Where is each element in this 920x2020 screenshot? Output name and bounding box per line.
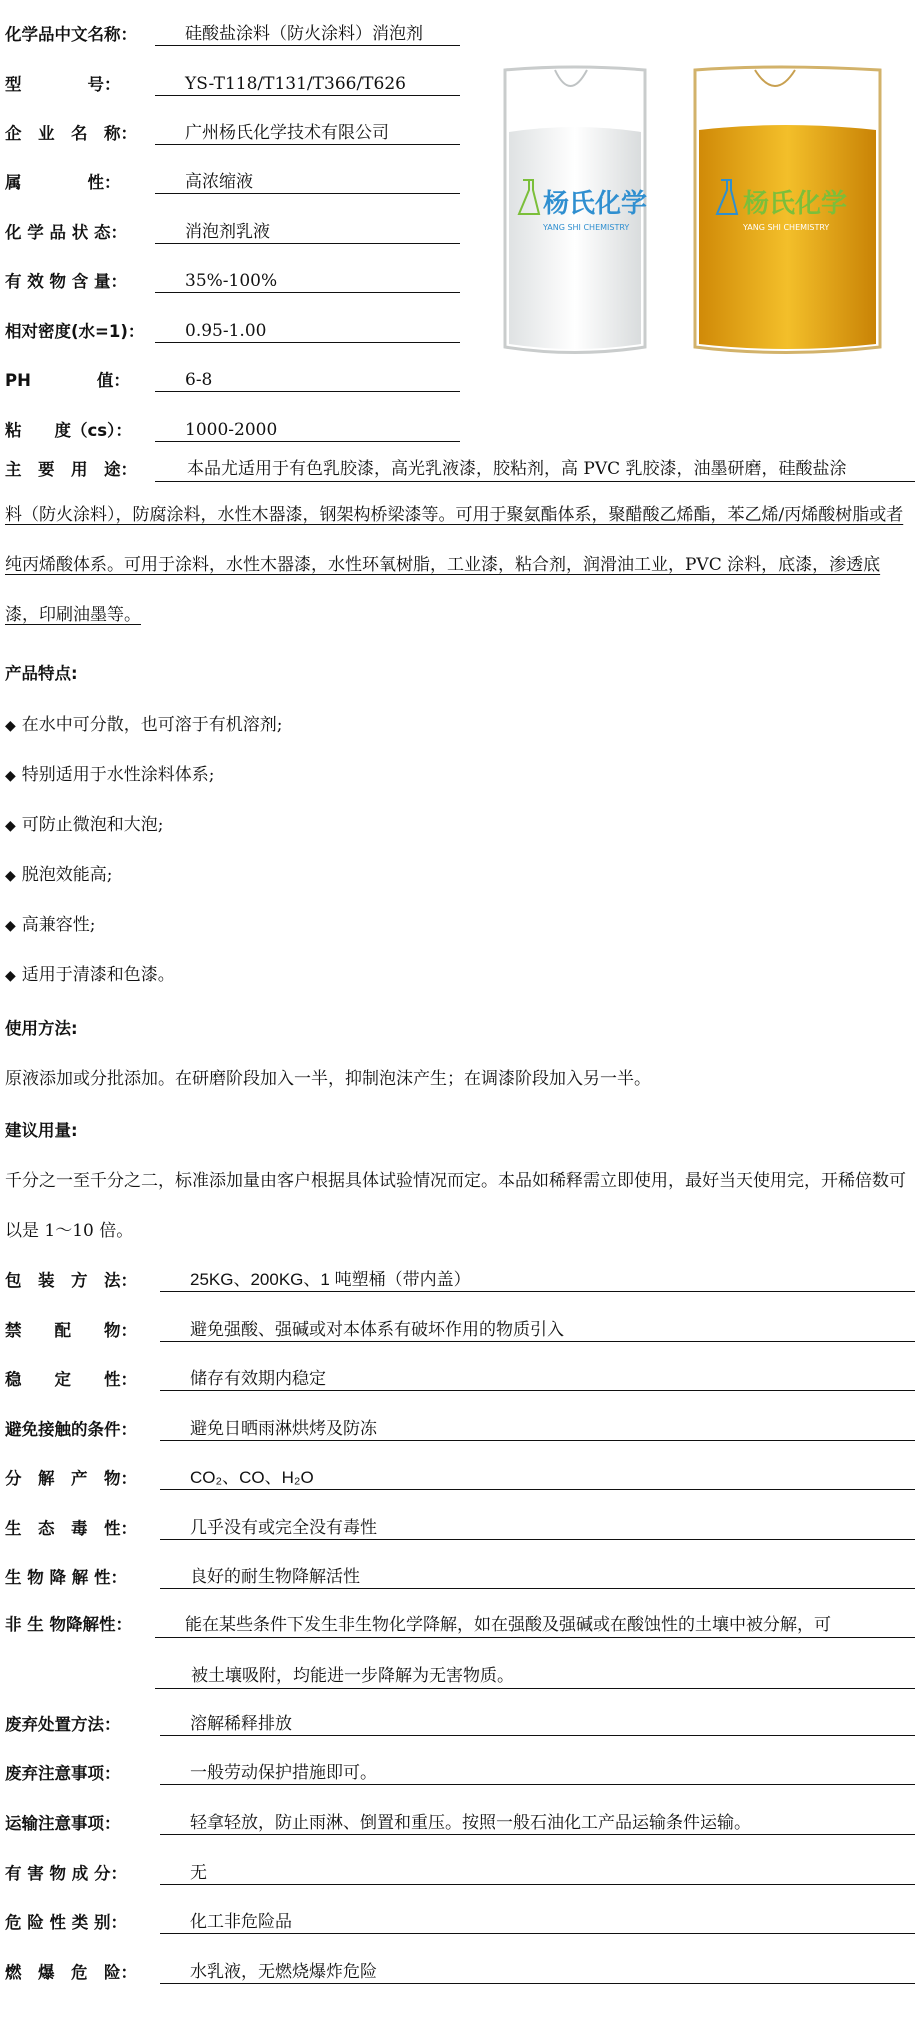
tail-fields-row [5, 1712, 292, 1738]
field-value: 化工非危险品 [160, 1910, 915, 1934]
field-value: 硅酸盐涂料（防火涂料）消泡剂 [155, 22, 460, 46]
field-label: 包 装 方 法： [5, 1271, 137, 1290]
field-value: 6-8 [155, 368, 460, 392]
dosage-text: 千分之一至千分之二，标准添加量由客户根据具体试验情况而定。本品如稀释需立即使用，最好当天使用完，开稀倍数可以是 1～10 倍。 [5, 1171, 906, 1241]
svg-text:YANG SHI CHEMISTRY: YANG SHI CHEMISTRY [743, 223, 830, 232]
field-value: 避免日晒雨淋烘烤及防冻 [160, 1417, 915, 1441]
features-title: 产品特点: [5, 664, 78, 683]
lower-fields-row [5, 1367, 326, 1393]
dosage-title: 建议用量: [5, 1121, 78, 1140]
tail-fields-row [5, 1761, 377, 1787]
field-label: 避免接触的条件： [5, 1420, 137, 1439]
lower-fields-row [5, 1466, 314, 1492]
method-text: 原液添加或分批添加。在研磨阶段加入一半，抑制泡沫产生；在调漆阶段加入另一半。 [5, 1069, 651, 1089]
field-value: 避免强酸、强碱或对本体系有破坏作用的物质引入 [160, 1318, 915, 1342]
field-value: 高浓缩液 [155, 170, 460, 194]
field-label: 生 物 降 解 性： [5, 1568, 127, 1587]
field-label: 型 号： [5, 75, 121, 94]
field-value: 一般劳动保护措施即可。 [160, 1761, 915, 1785]
usage-row [5, 457, 847, 483]
field-label: 生 态 毒 性： [5, 1519, 137, 1538]
field-label: 稳 定 性： [5, 1370, 137, 1389]
field-value: 0.95-1.00 [155, 319, 460, 343]
feature-item [5, 812, 164, 839]
header-fields-row [5, 319, 267, 345]
tail-fields-row [5, 1910, 292, 1936]
feature-text: 特别适用于水性涂料体系; [21, 765, 215, 785]
lower-fields-row [5, 1516, 377, 1542]
diamond-bullet-icon: ◆ [5, 818, 16, 834]
lower-fields-row [5, 1318, 564, 1344]
field-value: 消泡剂乳液 [155, 220, 460, 244]
field-value: 轻拿轻放，防止雨淋、倒置和重压。按照一般石油化工产品运输条件运输。 [160, 1811, 915, 1835]
svg-text:杨氏化学: 杨氏化学 [743, 189, 848, 219]
field-value: 广州杨氏化学技术有限公司 [155, 121, 460, 145]
tail-fields-row [5, 1960, 377, 1986]
field-label: 相对密度(水=1)： [5, 322, 145, 341]
field-label: 禁 配 物： [5, 1321, 137, 1340]
feature-item [5, 762, 215, 789]
usage-first-line: 本品尤适用于有色乳胶漆，高光乳液漆，胶粘剂，高 PVC 乳胶漆，油墨研磨，硅酸盐涂 [155, 457, 915, 482]
field-label: 企 业 名 称： [5, 124, 137, 143]
nonbio-label: 非 生 物降解性： [5, 1615, 132, 1634]
field-label: 运输注意事项： [5, 1814, 121, 1833]
field-value: 1000-2000 [155, 418, 460, 442]
field-label: 废弃注意事项： [5, 1764, 121, 1783]
header-fields-row [5, 121, 389, 147]
field-value: 溶解稀释排放 [160, 1712, 915, 1736]
feature-text: 适用于清漆和色漆。 [21, 965, 175, 985]
diamond-bullet-icon: ◆ [5, 768, 16, 784]
feature-text: 高兼容性; [21, 915, 96, 935]
header-fields-row [5, 170, 253, 196]
field-label: 化学品中文名称： [5, 25, 137, 44]
header-fields-row [5, 72, 406, 98]
header-fields-row [5, 220, 270, 246]
field-value: YS-T118/T131/T366/T626 [155, 72, 460, 96]
header-fields-row [5, 368, 213, 394]
feature-item [5, 862, 113, 889]
diamond-bullet-icon: ◆ [5, 968, 16, 984]
field-label: 化 学 品 状 态： [5, 223, 127, 242]
usage-rest: 料（防火涂料），防腐涂料，水性木器漆，钢架构桥梁漆等。可用于聚氨酯体系，聚醋酸乙烯酯，苯乙烯/丙烯酸树脂或者纯丙烯酸体系。可用于涂料，水性木器漆，水性环氧树脂，工业漆，粘合剂，润滑油工业，PVC 涂料，底漆，渗透底漆，印刷油墨等。 [5, 505, 904, 625]
field-value: CO₂、CO、H₂O [160, 1466, 915, 1490]
lower-fields-row [5, 1417, 377, 1443]
method-title: 使用方法: [5, 1019, 78, 1038]
field-label: 废弃处置方法： [5, 1715, 121, 1734]
field-value: 储存有效期内稳定 [160, 1367, 915, 1391]
field-value: 良好的耐生物降解活性 [160, 1565, 915, 1589]
field-value: 水乳液，无燃烧爆炸危险 [160, 1960, 915, 1984]
field-label: 燃 爆 危 险： [5, 1963, 137, 1982]
feature-text: 脱泡效能高; [21, 865, 113, 885]
header-fields-row [5, 22, 423, 48]
feature-item [5, 962, 175, 989]
nonbio-row [5, 1612, 132, 1638]
field-label: PH 值： [5, 371, 130, 390]
svg-text:杨氏化学: 杨氏化学 [543, 189, 648, 219]
field-label: 有 效 物 含 量： [5, 272, 127, 291]
svg-text:YANG SHI CHEMISTRY: YANG SHI CHEMISTRY [543, 223, 630, 232]
field-label: 分 解 产 物： [5, 1469, 137, 1488]
field-label: 危 险 性 类 别： [5, 1913, 127, 1932]
feature-item [5, 712, 283, 739]
diamond-bullet-icon: ◆ [5, 868, 16, 884]
field-value: 25KG、200KG、1 吨塑桶（带内盖） [160, 1268, 915, 1292]
lower-fields-row [5, 1565, 360, 1591]
usage-label: 主 要 用 途： [5, 460, 137, 479]
field-label: 属 性： [5, 173, 121, 192]
field-value: 几乎没有或完全没有毒性 [160, 1516, 915, 1540]
field-value: 无 [160, 1861, 915, 1885]
feature-text: 可防止微泡和大泡; [21, 815, 164, 835]
field-label: 有 害 物 成 分： [5, 1864, 127, 1883]
tail-fields-row [5, 1861, 207, 1887]
lower-fields-row [5, 1268, 471, 1294]
tail-fields-row [5, 1811, 751, 1837]
feature-text: 在水中可分散，也可溶于有机溶剂; [21, 715, 283, 735]
field-value: 35%-100% [155, 269, 460, 293]
diamond-bullet-icon: ◆ [5, 918, 16, 934]
product-photo [495, 62, 895, 362]
diamond-bullet-icon: ◆ [5, 718, 16, 734]
feature-item [5, 912, 96, 939]
header-fields-row [5, 418, 278, 444]
header-fields-row [5, 269, 278, 295]
nonbio-value: 能在某些条件下发生非生物化学降解，如在强酸及强碱或在酸蚀性的土壤中被分解，可 被土壤吸附，均能进一步降解为无害物质。 [155, 1613, 915, 1689]
field-label: 粘 度（cs）： [5, 421, 132, 440]
